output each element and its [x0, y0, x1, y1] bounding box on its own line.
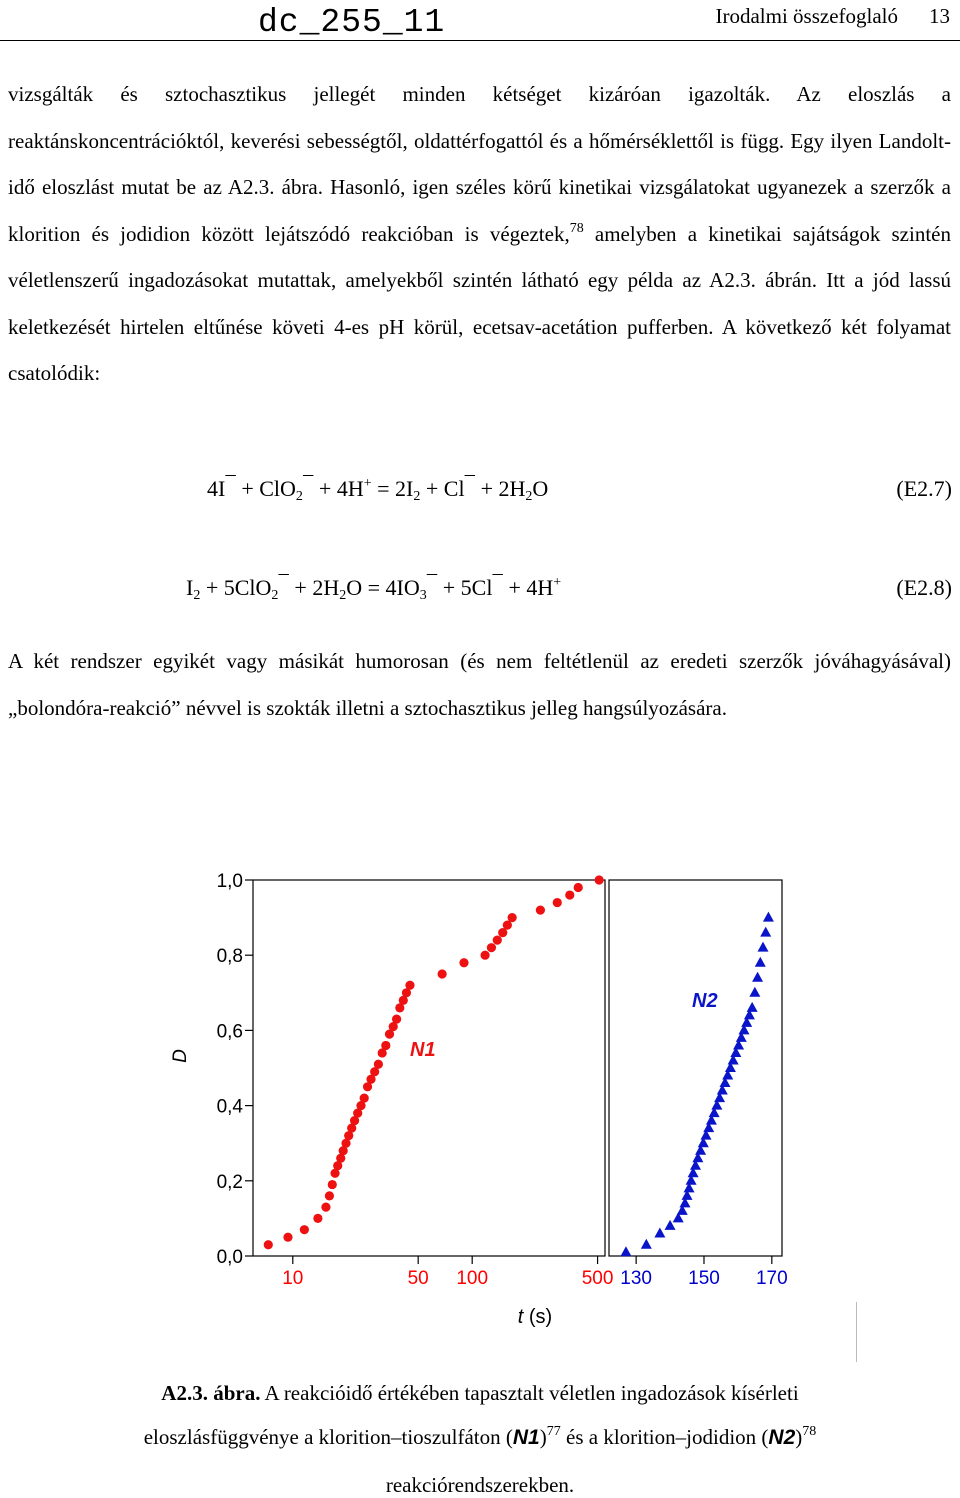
x-tick-label: 10 — [282, 1268, 304, 1289]
eq-term: 4I — [207, 476, 226, 501]
distribution-figure — [150, 860, 800, 1340]
eq-term: O — [532, 476, 549, 501]
caption-text: eloszlásfüggvénye a klorition–tioszulfáton ( — [143, 1425, 513, 1449]
y-tick-label: 0,4 — [216, 1096, 243, 1118]
n1-point — [360, 1093, 369, 1102]
eq-charge-minus — [225, 476, 236, 491]
eq-term: + 5ClO — [200, 575, 272, 600]
eq-term: + 2H — [288, 575, 340, 600]
eq-charge-minus — [427, 575, 438, 590]
n1-point — [595, 875, 604, 884]
annotation-n2: N2 — [692, 990, 718, 1012]
equation-e2-8 — [186, 575, 561, 601]
n1-point — [328, 1180, 337, 1189]
eq-subscript: 2 — [413, 489, 421, 504]
n1-point — [553, 898, 562, 907]
caption-text: és a klorition–jodidion ( — [560, 1425, 769, 1449]
eq-term: O = 4IO — [346, 575, 420, 600]
eq-term: I — [186, 575, 194, 600]
y-tick-label: 0,6 — [216, 1021, 243, 1043]
n1-point — [300, 1225, 309, 1234]
x-axis-panel-n1 — [282, 1256, 613, 1289]
eq-charge-minus — [492, 575, 503, 590]
n1-point — [493, 936, 502, 945]
equation-label-e2-8: (E2.8) — [896, 575, 952, 600]
document-code: dc_255_11 — [258, 4, 446, 41]
n1-point — [321, 1203, 330, 1212]
paragraph-intro-text-b: amelyben a kinetikai sajátságok szintén véletlenszerű ingadozásokat mutattak, amelyekből szintén látható egy példa az A2.3. ábrán. Itt a jód lassú keletkezését hirtelen eltűnése követi 4-es pH körül, ecetsav-acetátion pufferben. A következő két folyamat csatolódik: — [8, 221, 951, 385]
eq-term: + 4H — [502, 575, 554, 600]
eq-term: + 2H — [475, 476, 526, 501]
figure-caption-line3: reakciórendszerekben. — [385, 1473, 575, 1497]
y-axis-label: D — [170, 1049, 191, 1063]
n1-point — [381, 1041, 390, 1050]
y-tick-label: 0,2 — [216, 1171, 243, 1193]
n2-point — [654, 1227, 665, 1237]
eq-term: + ClO — [235, 476, 296, 501]
eq-term: + Cl — [420, 476, 465, 501]
panel-border-1 — [253, 880, 605, 1256]
n1-point — [459, 958, 468, 967]
eq-charge-minus — [465, 476, 476, 491]
series-n2-points — [620, 912, 773, 1257]
n1-point — [565, 890, 574, 899]
n2-point — [747, 1002, 758, 1012]
eq-subscript: 2 — [525, 489, 533, 504]
y-tick-label: 0,8 — [216, 946, 243, 968]
n2-point — [763, 912, 774, 922]
x-tick-label: 100 — [456, 1268, 489, 1289]
x-tick-label: 150 — [688, 1268, 720, 1289]
page-number: 13 — [929, 4, 950, 28]
paragraph-intro-text-a: vizsgálták és sztochasztikus jellegét minden kétséget kizáróan igazolták. Az eloszlás a reaktánskoncentrációktól, keverési sebességtől, oldattérfogattól és a hőmérséklettől is függ. Egy ilyen Landolt-idő eloszlást mutat be az A2.3. ábra. Hasonló, igen széles körű kinetikai vizsgálatokat ugyanezek a szerzők a klorition és jodidion között lejátszódó reakcióban is végeztek, — [8, 82, 951, 246]
figure-caption-line2 — [0, 1425, 960, 1450]
caption-n2: N2 — [768, 1426, 796, 1449]
caption-n1: N1 — [512, 1426, 540, 1449]
figure-label: A2.3. ábra. — [161, 1381, 261, 1405]
n2-point — [752, 972, 763, 982]
n1-point — [574, 883, 583, 892]
panel-border-2 — [609, 880, 782, 1256]
n1-point — [325, 1191, 334, 1200]
figure-caption-line1 — [0, 1381, 960, 1406]
y-axis — [217, 871, 253, 1268]
plot-frame — [253, 880, 782, 1256]
page-header — [0, 0, 960, 41]
x-tick-label: 170 — [755, 1268, 788, 1289]
eq-charge-minus — [303, 476, 314, 491]
eq-subscript: 2 — [193, 588, 201, 603]
n1-point — [480, 951, 489, 960]
section-title: Irodalmi összefoglaló — [715, 4, 898, 28]
x-axis-label — [518, 1306, 552, 1328]
eq-subscript: 2 — [271, 588, 279, 603]
eq-charge-plus: + — [363, 476, 372, 491]
annotation-n1: N1 — [410, 1039, 436, 1061]
equation-label-e2-7: (E2.7) — [896, 476, 952, 501]
n2-point — [760, 927, 771, 937]
x-axis-label-unit: (s) — [523, 1306, 553, 1328]
x-axis-label-symbol: t — [517, 1306, 524, 1328]
series-n1-points — [264, 875, 604, 1249]
reference-78: 78 — [569, 220, 584, 236]
n2-point — [620, 1246, 631, 1256]
eq-term: + 4H — [313, 476, 364, 501]
eq-subscript: 3 — [419, 588, 427, 603]
n1-point — [313, 1214, 322, 1223]
x-tick-label: 50 — [407, 1268, 429, 1289]
reference-77: 77 — [546, 1424, 561, 1439]
n2-point — [749, 987, 760, 997]
eq-charge-plus: + — [553, 575, 562, 590]
n1-point — [392, 1015, 401, 1024]
x-axis-panel-n2 — [620, 1256, 787, 1289]
reference-78: 78 — [802, 1424, 817, 1439]
x-tick-label: 130 — [620, 1268, 652, 1289]
n1-point — [405, 981, 414, 990]
paragraph-nickname: A két rendszer egyikét vagy másikát humorosan (és nem feltétlenül az eredeti szerzők jóváhagyásával) „bolondóra-reakció” névvel is szokták illetni a sztochasztikus jelleg hangsúlyozására. — [8, 649, 951, 720]
y-tick-label: 0,0 — [216, 1247, 243, 1268]
y-tick-label: 1,0 — [216, 871, 243, 892]
eq-term: = 2I — [371, 476, 414, 501]
n1-point — [264, 1240, 273, 1249]
eq-term: + 5Cl — [437, 575, 493, 600]
caption-text: ) — [539, 1425, 547, 1449]
n1-point — [283, 1233, 292, 1242]
n2-point — [758, 942, 769, 952]
n1-point — [536, 905, 545, 914]
n2-point — [755, 957, 766, 967]
caption-text: ) — [795, 1425, 803, 1449]
caption-text: A reakcióidő értékében tapasztalt véletlen ingadozások kísérleti — [260, 1381, 799, 1405]
eq-charge-minus — [278, 575, 289, 590]
n1-point — [374, 1060, 383, 1069]
n2-point — [641, 1239, 652, 1249]
x-tick-label: 500 — [581, 1268, 614, 1289]
n1-point — [438, 969, 447, 978]
equation-e2-7 — [207, 476, 548, 502]
n1-point — [487, 943, 496, 952]
n1-point — [508, 913, 517, 922]
paragraph-intro — [8, 71, 951, 397]
divider-line — [856, 1302, 857, 1362]
eq-subscript: 2 — [339, 588, 347, 603]
eq-subscript: 2 — [295, 489, 303, 504]
